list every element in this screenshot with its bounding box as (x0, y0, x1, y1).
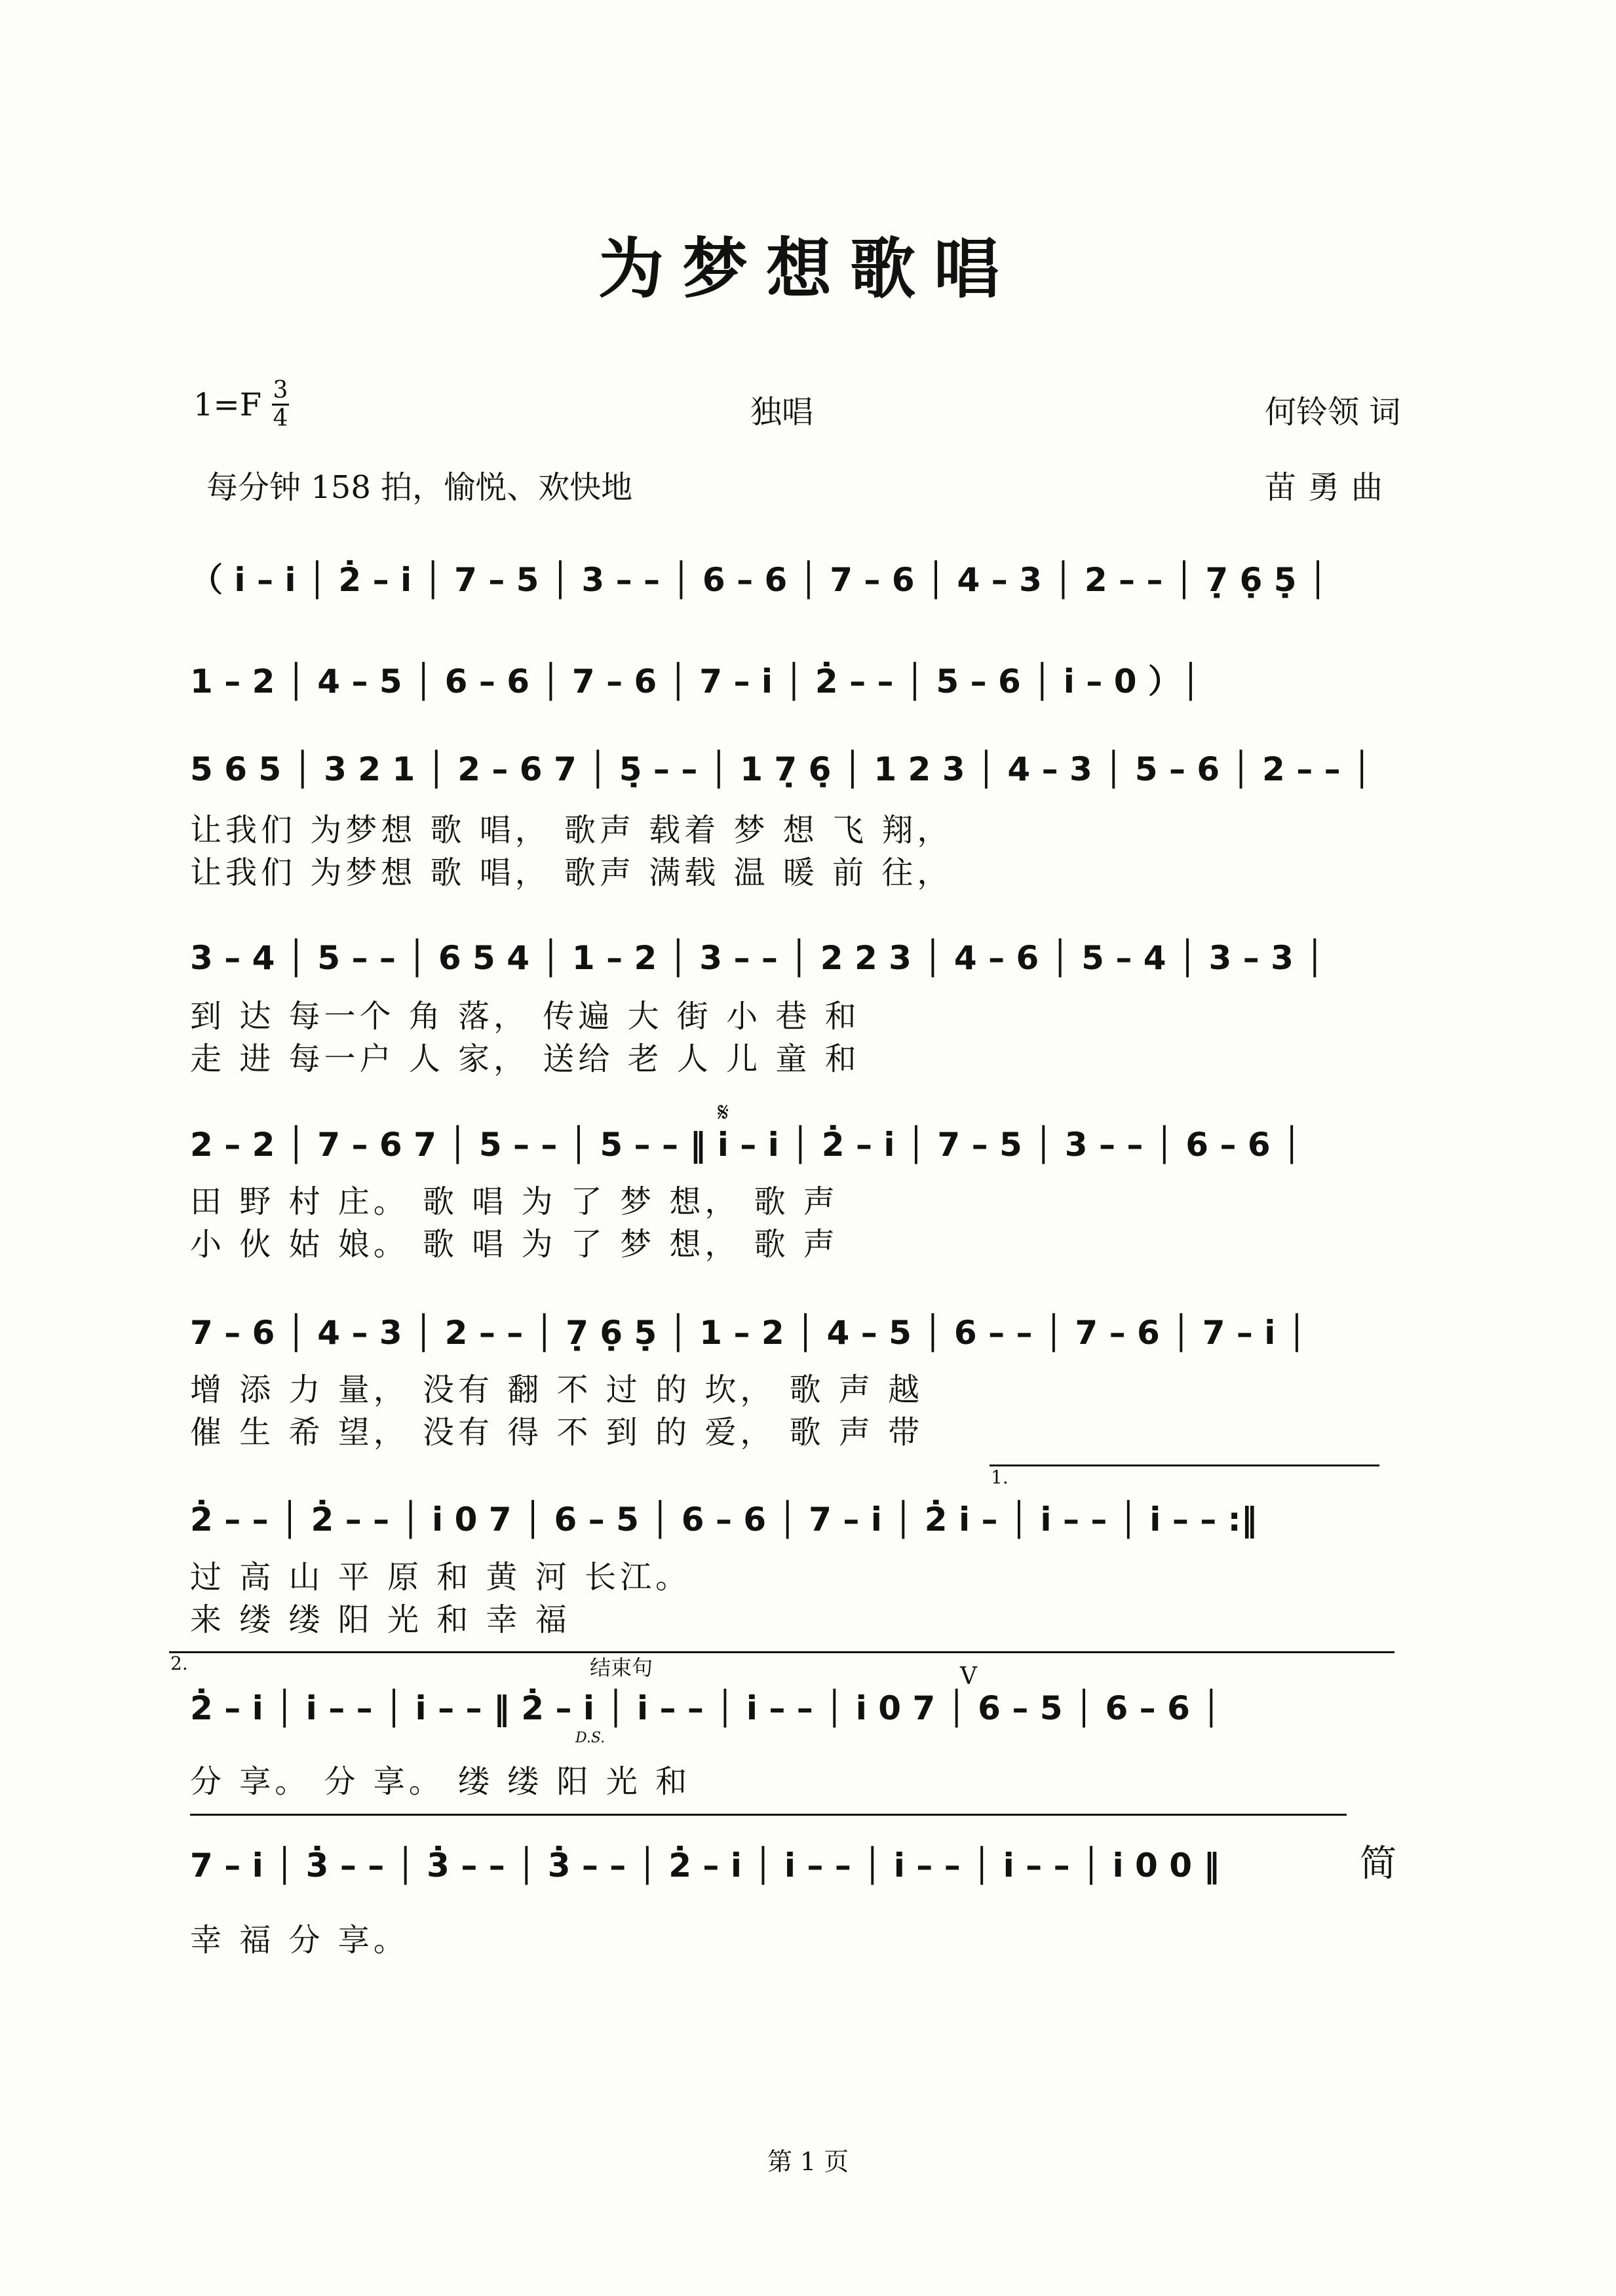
notation-row-9: 7 – i̇ │ 3̇ – – │ 3̇ – – │ 3̇ – – │ 2̇ – i̇ │ i̇ – – │ i̇ – – │ i̇ – – │ i̇ 0 0 ‖ (190, 1846, 1220, 1885)
page-number: 第 1 页 (767, 2147, 849, 2176)
lyric-row-7-verse-2: 来 缕 缕 阳 光 和 幸 福 (190, 1601, 571, 1638)
lyric-row-4-verse-2: 走 进 每一户 人 家， 送给 老 人 儿 童 和 (190, 1041, 860, 1077)
notation-row-7: 2̇ – – │ 2̇ – – │ i̇ 0 7 │ 6 – 5 │ 6 – 6 │ 7 – i̇ │ 2̇ i̇ – │ i̇ – – │ i̇ – – :‖ (190, 1501, 1258, 1539)
lyric-row-6-verse-2: 催 生 希 望， 没有 得 不 到 的 爱， 歌 声 带 (190, 1414, 924, 1451)
segno-mark: 𝄋 (718, 1098, 729, 1128)
notation-row-6: 7 – 6 │ 4 – 3 │ 2 – – │ 7̣ 6̣ 5̣ │ 1 – 2 │ 4 – 5 │ 6 – – │ 7 – 6 │ 7 – i̇ │ (190, 1314, 1307, 1352)
notation-row-3: 5 6 5 │ 3 2 1 │ 2 – 6 7 │ 5̣ – – │ 1 7̣ 6̣ │ 1 2 3 │ 4 – 3 │ 5 – 6 │ 2 – – │ (190, 750, 1372, 788)
lyric-row-6-verse-1: 增 添 力 量， 没有 翻 不 过 的 坎， 歌 声 越 (190, 1371, 924, 1408)
ending-phrase-label: 结束句 (590, 1655, 653, 1680)
time-bottom: 4 (273, 405, 288, 432)
page-title: 为梦想歌唱 (598, 230, 1018, 307)
time-signature (272, 379, 289, 430)
notation-row-2: 1 – 2 │ 4 – 5 │ 6 – 6 │ 7 – 6 │ 7 – i̇ │ 2̇ – – │ 5 – 6 │ i̇ – 0 ）│ (190, 662, 1201, 700)
lyric-row-3-verse-2: 让我们 为梦想 歌 唱， 歌声 满载 温 暖 前 往， (190, 854, 953, 891)
breath-mark: V (960, 1663, 977, 1690)
lyricist: 何铃领 词 (1265, 394, 1401, 430)
volta-1-bracket (990, 1464, 1379, 1466)
notation-row-1: （ i̇ – i̇ │ 2̇ – i̇ │ 7 – 5 │ 3 – – │ 6 – 6 │ 7 – 6 │ 4 – 3 │ 2 – – │ 7̣ 6̣ 5̣ │ (190, 561, 1328, 599)
notation-row-8: 2̇ – i̇ │ i̇ – – │ i̇ – – ‖ 2̇ – i̇ │ i̇ – – │ i̇ – – │ i̇ 0 7 │ 6 – 5 │ 6 – 6 │ (190, 1689, 1222, 1727)
performance-type: 独唱 (750, 394, 814, 430)
lyric-row-5-verse-2: 小 伙 姑 娘。 歌 唱 为 了 梦 想， 歌 声 (190, 1226, 839, 1263)
composer: 苗勇曲 (1265, 469, 1395, 506)
key-signature: 1=F (193, 387, 262, 423)
volta-2-label: 2. (170, 1653, 188, 1674)
notation-row-4: 3 – 4 │ 5 – – │ 6 5 4 │ 1 – 2 │ 3 – – │ 2 2 3 │ 4 – 6 │ 5 – 4 │ 3 – 3 │ (190, 939, 1325, 977)
volta-2-bracket (169, 1651, 1395, 1653)
lyric-row-9-verse-1: 幸 福 分 享。 (190, 1922, 409, 1959)
volta-1-label: 1. (991, 1466, 1009, 1488)
lyric-row-4-verse-1: 到 达 每一个 角 落， 传遍 大 街 小 巷 和 (190, 998, 860, 1035)
notation-row-5: 2 – 2 │ 7 – 6 7 │ 5 – – │ 5 – – ‖ i̇ – i̇ │ 2̇ – i̇ │ 7 – 5 │ 3 – – │ 6 – 6 │ (190, 1126, 1302, 1164)
stamp-mark: 简 (1360, 1843, 1396, 1885)
lyric-row-5-verse-1: 田 野 村 庄。 歌 唱 为 了 梦 想， 歌 声 (190, 1183, 839, 1220)
lyric-row-7-verse-1: 过 高 山 平 原 和 黄 河 长江。 (190, 1559, 691, 1596)
lyric-row-3-verse-1: 让我们 为梦想 歌 唱， 歌声 载着 梦 想 飞 翔， (190, 812, 953, 849)
final-tie-line (190, 1814, 1347, 1816)
time-top: 3 (273, 377, 288, 404)
ds-mark: D.S. (575, 1730, 606, 1746)
tempo-marking: 每分钟 158 拍，愉悦、欢快地 (206, 469, 633, 506)
lyric-row-8-verse-1: 分 享。 分 享。 缕 缕 阳 光 和 (190, 1763, 691, 1800)
